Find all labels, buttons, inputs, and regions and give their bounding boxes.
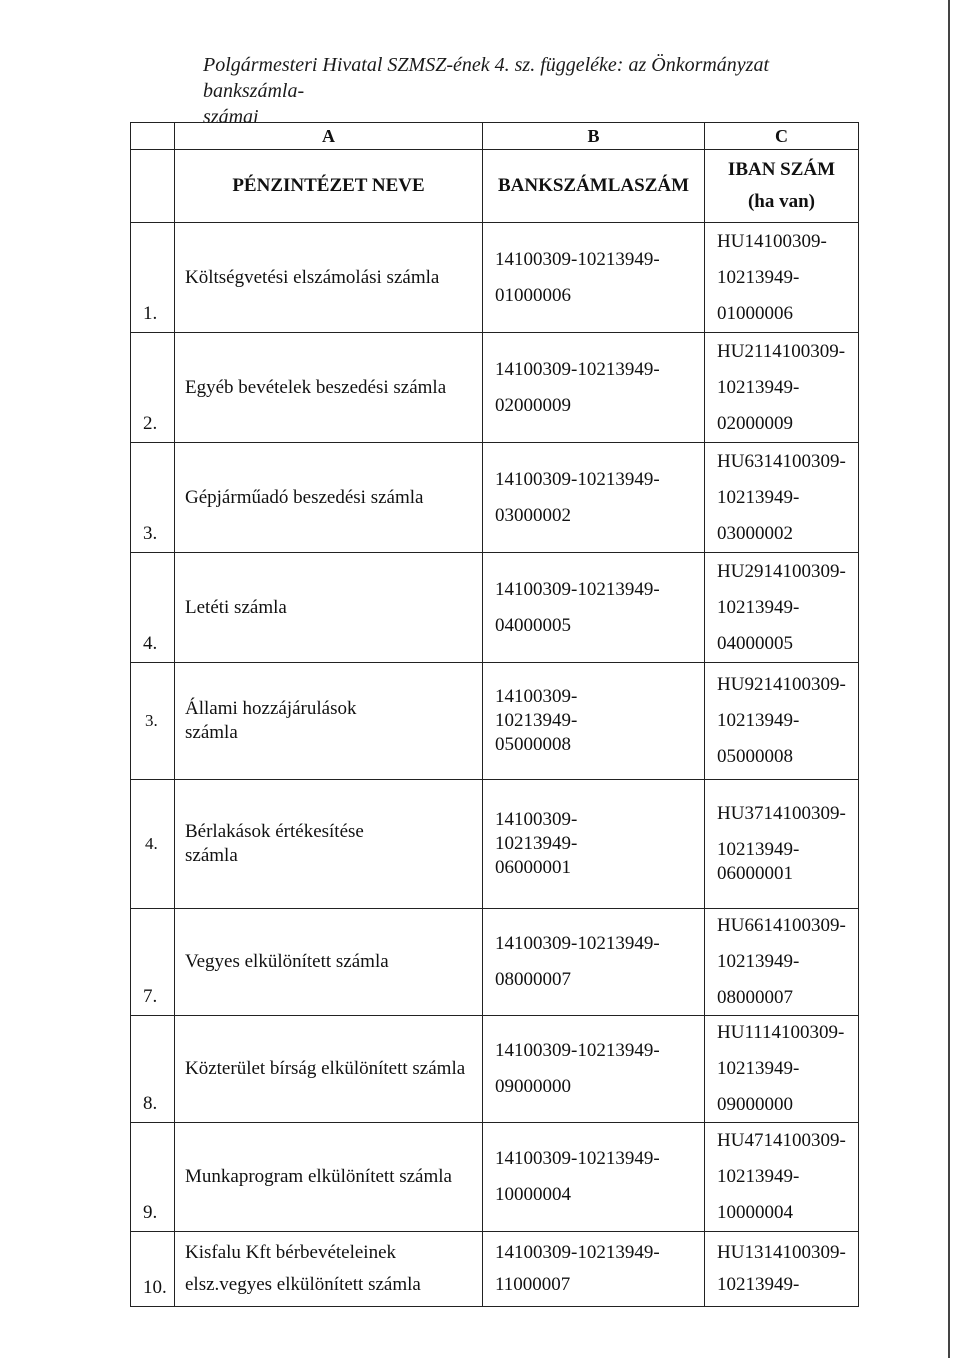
iban-part: 10000004 — [717, 1202, 793, 1223]
account-number-part: 14100309-10213949- — [495, 358, 660, 380]
iban-part: HU14100309- — [717, 230, 827, 252]
iban-number — [705, 333, 859, 443]
column-letter-a: A — [175, 123, 483, 150]
iban-part: HU4714100309- — [717, 1130, 846, 1151]
account-name: Egyéb bevételek beszedési számla — [175, 333, 483, 443]
account-name: Vegyes elkülönített számla — [175, 909, 483, 1016]
account-number-part: 03000002 — [495, 504, 571, 526]
row-number: 1. — [131, 223, 175, 333]
account-number — [483, 663, 705, 780]
account-number-part: 10213949- — [495, 833, 578, 854]
account-number-part: 06000001 — [495, 857, 571, 878]
iban-number — [705, 780, 859, 909]
table-row — [131, 909, 859, 1016]
account-number — [483, 909, 705, 1016]
table-row — [131, 443, 859, 553]
account-number-part: 10000004 — [495, 1184, 571, 1205]
row-number: 7. — [131, 909, 175, 1016]
page-edge-rule — [948, 0, 950, 1358]
document-heading — [203, 52, 843, 130]
account-number-part: 01000006 — [495, 284, 571, 306]
account-name — [175, 1232, 483, 1307]
iban-number — [705, 1123, 859, 1232]
table-row — [131, 780, 859, 909]
account-number-part: 10213949- — [495, 710, 578, 731]
heading-line-2: számai — [203, 106, 259, 128]
account-name: Közterület bírság elkülönített számla — [175, 1016, 483, 1123]
iban-number — [705, 1016, 859, 1123]
account-number — [483, 1016, 705, 1123]
row-number-cell — [131, 780, 175, 909]
account-number-part: 05000008 — [495, 734, 571, 755]
iban-part: HU2914100309- — [717, 560, 846, 582]
iban-number — [705, 223, 859, 333]
iban-part: 06000001 — [717, 863, 793, 884]
account-number-part: 08000007 — [495, 969, 571, 990]
iban-part: 10213949- — [717, 376, 800, 398]
account-name — [175, 780, 483, 909]
iban-part: 10213949- — [717, 266, 800, 288]
account-number — [483, 223, 705, 333]
account-number-part: 14100309-10213949- — [495, 1242, 660, 1263]
iban-number — [705, 443, 859, 553]
column-header-row — [131, 150, 859, 223]
account-number-part: 14100309-10213949- — [495, 933, 660, 954]
row-number: 4. — [131, 553, 175, 663]
header-iban-line-2: (ha van) — [747, 191, 816, 212]
account-name — [175, 663, 483, 780]
iban-number — [705, 553, 859, 663]
iban-part: 09000000 — [717, 1094, 793, 1115]
account-number-part: 14100309-10213949- — [495, 578, 660, 600]
iban-part: HU6314100309- — [717, 450, 846, 472]
iban-part: 10213949- — [717, 486, 800, 508]
account-number-part: 02000009 — [495, 394, 571, 416]
iban-part: HU2114100309- — [717, 340, 846, 362]
table-row — [131, 223, 859, 333]
row-number: 10. — [131, 1232, 175, 1307]
row-number: 8. — [131, 1016, 175, 1123]
account-name-line: számla — [185, 845, 238, 866]
account-name-line: Állami hozzájárulások — [185, 698, 357, 719]
iban-part: 05000008 — [717, 746, 793, 767]
account-name: Gépjárműadó beszedési számla — [175, 443, 483, 553]
table-row — [131, 1123, 859, 1232]
table-row — [131, 1016, 859, 1123]
iban-part: HU6614100309- — [717, 915, 846, 936]
account-name-line: Kisfalu Kft bérbevételeinek — [185, 1242, 397, 1263]
iban-part: HU1114100309- — [717, 1022, 845, 1043]
account-name-line: számla — [185, 722, 238, 743]
row-number: 3. — [131, 443, 175, 553]
iban-part: 10213949- — [717, 839, 800, 860]
account-name: Letéti számla — [175, 553, 483, 663]
table-row — [131, 1232, 859, 1307]
row-number: 4. — [145, 834, 158, 853]
row-number: 3. — [145, 711, 158, 730]
corner-cell — [131, 123, 175, 150]
iban-part: 03000002 — [717, 522, 793, 544]
account-name: Munkaprogram elkülönített számla — [175, 1123, 483, 1232]
header-iban — [705, 150, 859, 223]
iban-part: 10213949- — [717, 951, 800, 972]
account-number — [483, 443, 705, 553]
account-number — [483, 333, 705, 443]
iban-number — [705, 1232, 859, 1307]
iban-part: 10213949- — [717, 596, 800, 618]
account-number — [483, 553, 705, 663]
account-name: Költségvetési elszámolási számla — [175, 223, 483, 333]
account-number-part: 14100309-10213949- — [495, 248, 660, 270]
header-institution-name: PÉNZINTÉZET NEVE — [175, 150, 483, 223]
iban-part: 08000007 — [717, 987, 793, 1008]
heading-line-1: Polgármesteri Hivatal SZMSZ-ének 4. sz. függeléke: az Önkormányzat bankszámla- — [203, 54, 770, 102]
account-number-part: 14100309- — [495, 809, 578, 830]
iban-part: 10213949- — [717, 1058, 800, 1079]
bank-accounts-table — [130, 122, 859, 1307]
row-number: 2. — [131, 333, 175, 443]
header-account-number: BANKSZÁMLASZÁM — [483, 150, 705, 223]
header-iban-line-1: IBAN SZÁM — [727, 159, 836, 180]
column-letter-b: B — [483, 123, 705, 150]
iban-part: 04000005 — [717, 632, 793, 654]
row-number-cell — [131, 663, 175, 780]
iban-part: 10213949- — [717, 1166, 800, 1187]
number-header-cell — [131, 150, 175, 223]
account-number — [483, 780, 705, 909]
account-number — [483, 1123, 705, 1232]
row-number: 9. — [131, 1123, 175, 1232]
account-name-line: Bérlakások értékesítése — [185, 821, 364, 842]
iban-part: HU1314100309- — [717, 1242, 846, 1263]
account-number-part: 14100309-10213949- — [495, 468, 660, 490]
iban-part: HU3714100309- — [717, 803, 846, 824]
table-row — [131, 663, 859, 780]
iban-number — [705, 663, 859, 780]
account-name-line: elsz.vegyes elkülönített számla — [185, 1274, 421, 1295]
iban-part: 10213949- — [717, 1274, 800, 1295]
column-letter-row — [131, 123, 859, 150]
account-number-part: 11000007 — [495, 1274, 571, 1295]
table-row — [131, 333, 859, 443]
iban-part: HU9214100309- — [717, 674, 846, 695]
account-number — [483, 1232, 705, 1307]
iban-number — [705, 909, 859, 1016]
account-number-part: 04000005 — [495, 614, 571, 636]
account-number-part: 14100309-10213949- — [495, 1040, 660, 1061]
table-row — [131, 553, 859, 663]
account-number-part: 09000000 — [495, 1076, 571, 1097]
account-number-part: 14100309-10213949- — [495, 1148, 660, 1169]
iban-part: 01000006 — [717, 302, 793, 324]
iban-part: 10213949- — [717, 710, 800, 731]
column-letter-c: C — [705, 123, 859, 150]
account-number-part: 14100309- — [495, 686, 578, 707]
iban-part: 02000009 — [717, 412, 793, 434]
